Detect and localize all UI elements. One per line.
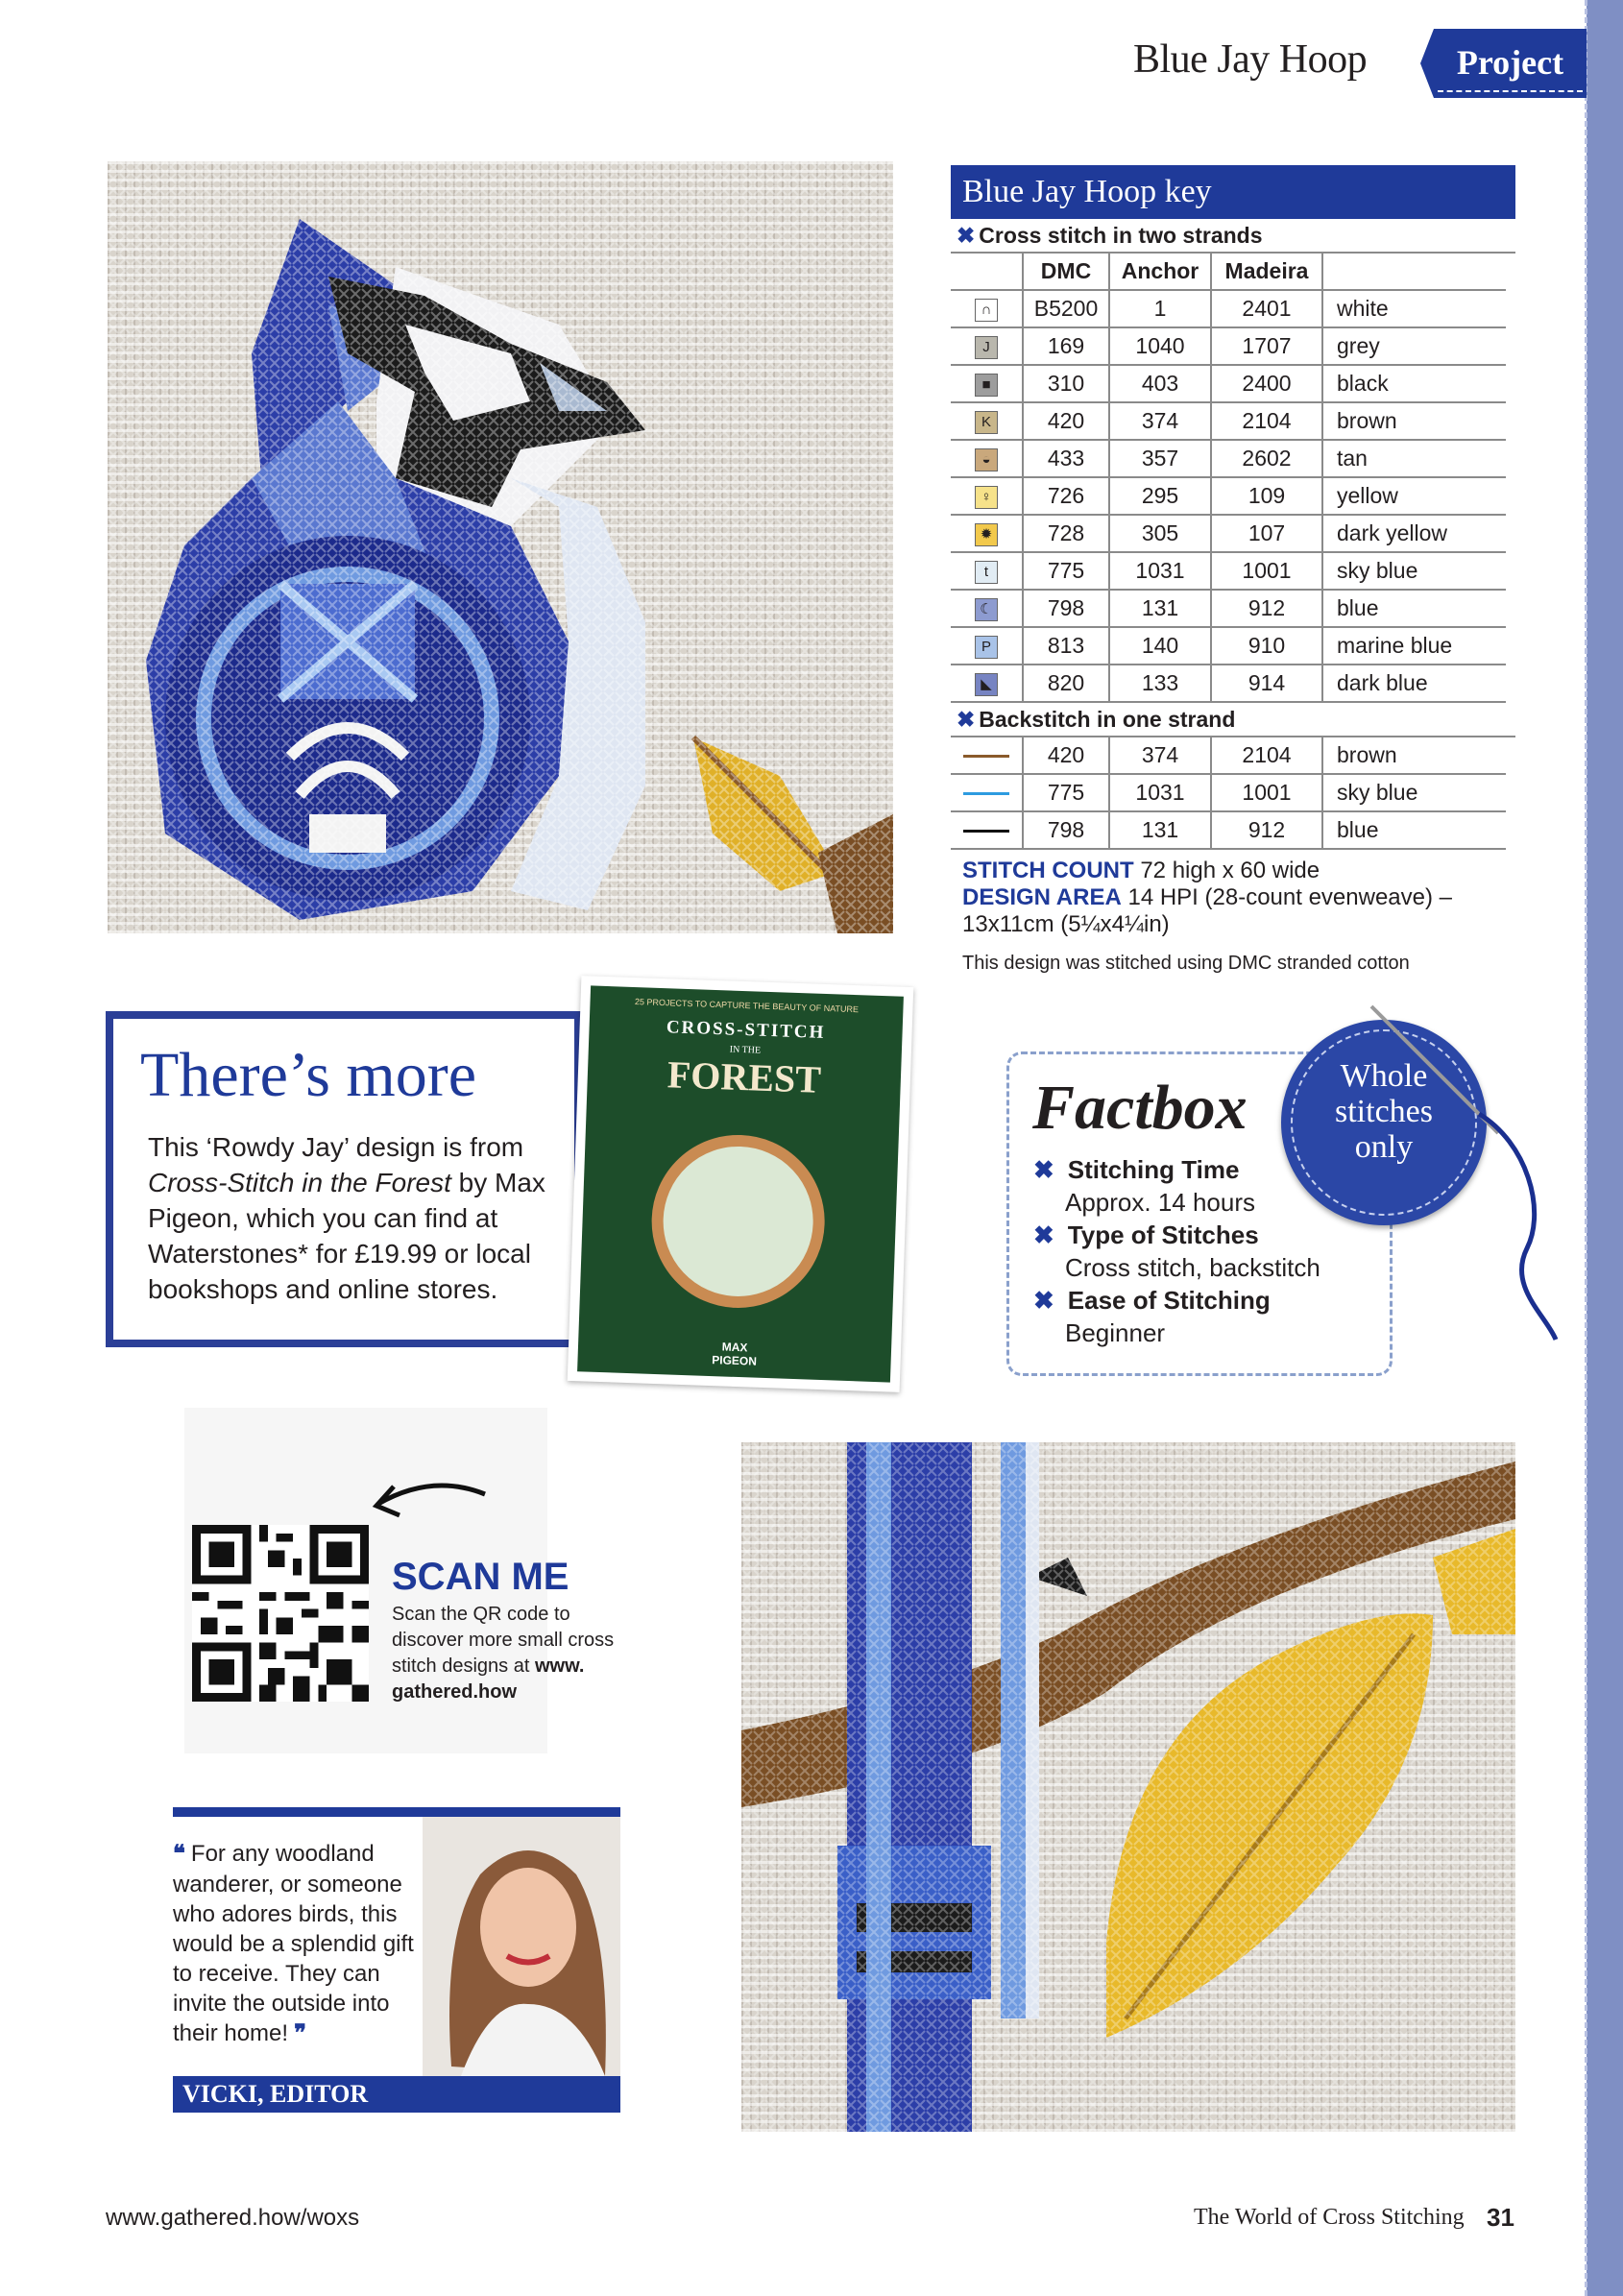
colour-name: dark blue [1322, 665, 1506, 702]
editor-top-bar [173, 1807, 620, 1817]
cross-icon: ✖ [1033, 1155, 1054, 1184]
cross-icon: ✖ [1033, 1286, 1054, 1315]
madeira-code: 912 [1211, 811, 1322, 849]
key-title: Blue Jay Hoop key [951, 165, 1515, 219]
needle-thread-icon [1364, 999, 1565, 1344]
dmc-code: 728 [1023, 515, 1109, 552]
backstitch-line-swatch [963, 755, 1009, 758]
backstitch-line-swatch [963, 830, 1009, 833]
key-section-cross: ✖ Cross stitch in two strands [951, 219, 1515, 254]
key-row [951, 515, 1506, 552]
colour-name: marine blue [1322, 627, 1506, 665]
madeira-code: 2400 [1211, 365, 1322, 402]
section-title: Blue Jay Hoop [1133, 37, 1368, 82]
there-is-more-title: There’s more [140, 1040, 477, 1110]
section-tab [1434, 29, 1587, 98]
symbol-swatch: ✹ [975, 523, 998, 546]
anchor-code: 295 [1109, 477, 1211, 515]
anchor-code: 140 [1109, 627, 1211, 665]
madeira-code: 1001 [1211, 552, 1322, 590]
symbol-swatch: ◒ [975, 448, 998, 471]
colour-name: sky blue [1322, 552, 1506, 590]
madeira-code: 1707 [1211, 327, 1322, 365]
madeira-code: 910 [1211, 627, 1322, 665]
symbol-swatch: ☾ [975, 598, 998, 621]
key-row [951, 552, 1506, 590]
symbol-swatch: J [975, 336, 998, 359]
dmc-code: 420 [1023, 402, 1109, 440]
key-row [951, 590, 1506, 627]
stitch-note: This design was stitched using DMC stranded cotton [962, 953, 1410, 974]
anchor-code: 1040 [1109, 327, 1211, 365]
madeira-code: 2602 [1211, 440, 1322, 477]
symbol-swatch: ♀ [975, 486, 998, 509]
open-quote-icon: ❝ [173, 1842, 191, 1867]
colour-name: tan [1322, 440, 1506, 477]
anchor-code: 1031 [1109, 552, 1211, 590]
book-cover-image [568, 976, 914, 1392]
editor-name: VICKI, EDITOR [173, 2076, 620, 2113]
key-row [951, 327, 1506, 365]
dmc-code: 798 [1023, 590, 1109, 627]
anchor-code: 403 [1109, 365, 1211, 402]
there-is-more-text: This ‘Rowdy Jay’ design is from Cross-Stitch in the Forest by Max Pigeon, which you can find at Waterstones* for £19.99 or local bookshops and online stores. [148, 1132, 545, 1304]
key-row [951, 440, 1506, 477]
colour-name: brown [1322, 402, 1506, 440]
madeira-code: 2401 [1211, 290, 1322, 327]
book-author: MAX PIGEON [712, 1340, 758, 1368]
colour-name: sky blue [1322, 774, 1506, 811]
colour-name: dark yellow [1322, 515, 1506, 552]
scan-me-text: Scan the QR code to discover more small cross stitch designs at www. gathered.how [392, 1604, 615, 1703]
dmc-code: 310 [1023, 365, 1109, 402]
symbol-swatch: K [975, 411, 998, 434]
madeira-code: 1001 [1211, 774, 1322, 811]
cross-icon: ✖ [1033, 1221, 1054, 1249]
colour-name: blue [1322, 590, 1506, 627]
backstitch-line-swatch [963, 792, 1009, 795]
madeira-code: 914 [1211, 665, 1322, 702]
book-hoop-illustration [649, 1132, 828, 1311]
backstitch-row [951, 774, 1506, 811]
anchor-code: 357 [1109, 440, 1211, 477]
book-title-line1: CROSS-STITCH [666, 1017, 826, 1043]
editor-quote: ❝ For any woodland wanderer, or someone who adores birds, this would be a splendid gift to receive. They can invite the outside into their home! ❞ [173, 1841, 414, 2046]
factbox-item: ✖ Ease of Stitching Beginner [1033, 1286, 1271, 1347]
symbol-swatch: P [975, 636, 998, 659]
dmc-code: 813 [1023, 627, 1109, 665]
key-table [951, 254, 1506, 703]
key-section-back: ✖ Backstitch in one strand [951, 703, 1515, 737]
col-madeira: Madeira [1211, 254, 1322, 290]
book-title-line2: IN THE [729, 1044, 762, 1056]
anchor-code: 1 [1109, 290, 1211, 327]
anchor-code: 374 [1109, 402, 1211, 440]
stitch-count: STITCH COUNT 72 high x 60 wide [962, 858, 1320, 883]
key-row [951, 477, 1506, 515]
cross-icon: ✖ [957, 223, 976, 248]
dmc-code: 820 [1023, 665, 1109, 702]
scan-url[interactable]: www. gathered.how [392, 1656, 585, 1703]
tail-leaf-stitched-photo [741, 1442, 1515, 2132]
colour-name: black [1322, 365, 1506, 402]
symbol-swatch: ■ [975, 374, 998, 397]
factbox-item: ✖ Stitching Time Approx. 14 hours [1033, 1155, 1256, 1217]
backstitch-row [951, 737, 1506, 774]
key-row [951, 627, 1506, 665]
footer-url[interactable]: www.gathered.how/woxs [106, 2205, 360, 2231]
blue-jay-stitched-photo [108, 161, 893, 933]
whole-stitches-badge: Whole stitches only [1281, 1020, 1487, 1225]
anchor-code: 374 [1109, 737, 1211, 774]
dmc-code: 420 [1023, 737, 1109, 774]
anchor-code: 131 [1109, 811, 1211, 849]
factbox-title: Factbox [1032, 1073, 1248, 1143]
symbol-swatch: ∩ [975, 299, 998, 322]
book-title-italic: Cross-Stitch in the Forest [148, 1168, 451, 1197]
dmc-code: B5200 [1023, 290, 1109, 327]
editor-portrait [423, 1817, 620, 2076]
dmc-code: 775 [1023, 774, 1109, 811]
symbol-swatch: ◣ [975, 673, 998, 696]
dmc-code: 726 [1023, 477, 1109, 515]
page-edge-stripe [1587, 0, 1623, 2296]
dmc-code: 775 [1023, 552, 1109, 590]
col-anchor: Anchor [1109, 254, 1211, 290]
anchor-code: 305 [1109, 515, 1211, 552]
col-dmc: DMC [1023, 254, 1109, 290]
madeira-code: 107 [1211, 515, 1322, 552]
dmc-code: 798 [1023, 811, 1109, 849]
arrow-left-icon [365, 1465, 490, 1533]
dmc-code: 169 [1023, 327, 1109, 365]
symbol-swatch: t [975, 561, 998, 584]
madeira-code: 2104 [1211, 737, 1322, 774]
book-tagline: 25 PROJECTS TO CAPTURE THE BEAUTY OF NATURE [634, 997, 860, 1015]
book-title-line3: FOREST [666, 1052, 822, 1101]
colour-name: white [1322, 290, 1506, 327]
madeira-code: 2104 [1211, 402, 1322, 440]
colour-name: grey [1322, 327, 1506, 365]
section-tab-label: Project [1456, 43, 1564, 82]
qr-code[interactable] [192, 1525, 369, 1702]
backstitch-table [951, 737, 1506, 850]
factbox-item: ✖ Type of Stitches Cross stitch, backstitch [1033, 1221, 1320, 1282]
madeira-code: 912 [1211, 590, 1322, 627]
close-quote-icon: ❞ [288, 2021, 306, 2046]
colour-name: blue [1322, 811, 1506, 849]
anchor-code: 1031 [1109, 774, 1211, 811]
scan-me-title: SCAN ME [392, 1556, 569, 1598]
cross-icon: ✖ [957, 707, 976, 732]
page-edge-stitching [1585, 0, 1587, 2296]
page-number: 31 [1487, 2203, 1514, 2232]
key-row [951, 402, 1506, 440]
key-row [951, 290, 1506, 327]
anchor-code: 133 [1109, 665, 1211, 702]
colour-name: brown [1322, 737, 1506, 774]
backstitch-row [951, 811, 1506, 849]
madeira-code: 109 [1211, 477, 1322, 515]
colour-name: yellow [1322, 477, 1506, 515]
key-row [951, 665, 1506, 702]
anchor-code: 131 [1109, 590, 1211, 627]
thread-key [951, 165, 1515, 850]
footer-magazine: The World of Cross Stitching [1194, 2205, 1465, 2230]
dmc-code: 433 [1023, 440, 1109, 477]
key-row [951, 365, 1506, 402]
stitch-info [962, 858, 1500, 938]
design-area: DESIGN AREA 14 HPI (28-count evenweave) – 13x11cm (5¼x4¼in) [962, 884, 1452, 937]
